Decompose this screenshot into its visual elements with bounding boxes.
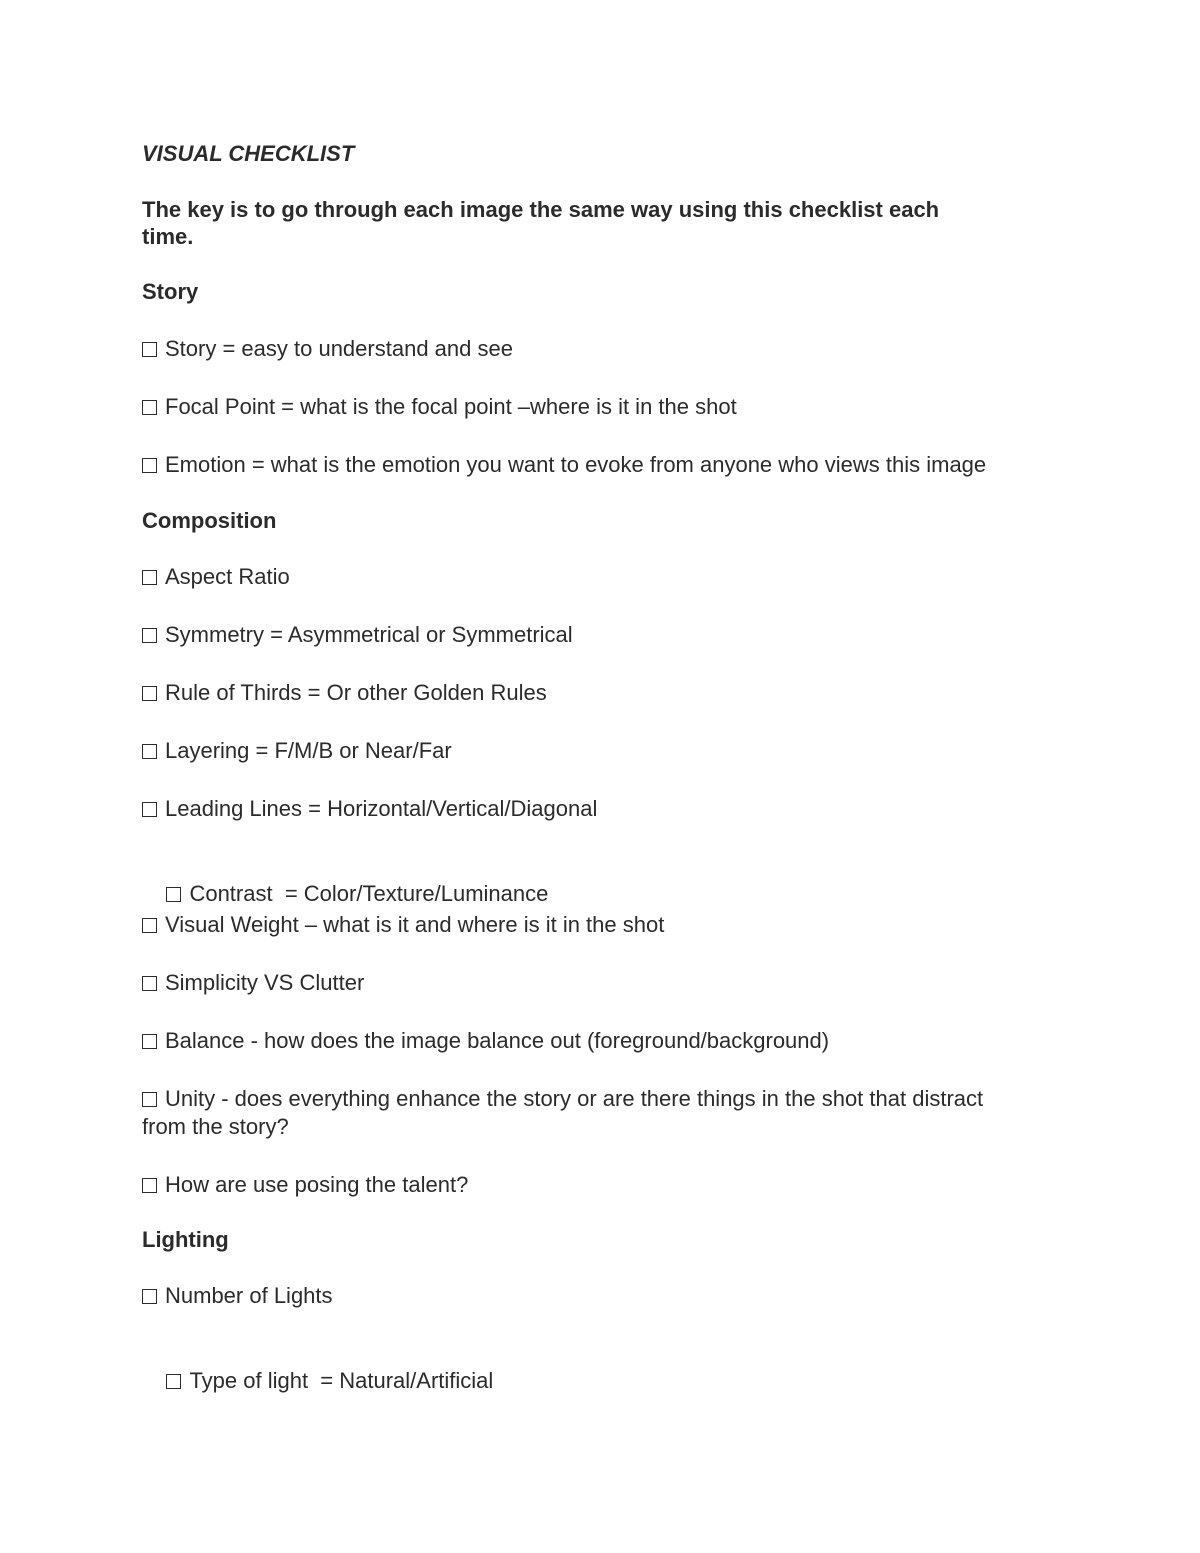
checkbox[interactable] [142,744,157,759]
checklist-item-layering: Layering = F/M/B or Near/Far [142,737,452,764]
checklist-item-symmetry: Symmetry = Asymmetrical or Symmetrical [142,621,573,648]
checklist-item-leading-lines: Leading Lines = Horizontal/Vertical/Diagonal [142,795,597,822]
checklist-item-visual-weight: Visual Weight – what is it and where is it in the shot [142,911,664,938]
intro-text-line-2: time. [142,224,194,249]
checkbox[interactable] [142,1178,157,1193]
checkbox[interactable] [142,918,157,933]
checkbox[interactable] [142,400,157,415]
checklist-item-posing: How are use posing the talent? [142,1171,468,1198]
checklist-item-unity-continued: from the story? [142,1114,289,1139]
checklist-item-focal-point: Focal Point = what is the focal point –where is it in the shot [142,393,737,420]
checklist-item-emotion: Emotion = what is the emotion you want to evoke from anyone who views this image [142,451,986,478]
checkbox[interactable] [166,1374,181,1389]
checkbox[interactable] [142,1289,157,1304]
checklist-item-story: Story = easy to understand and see [142,335,513,362]
checklist-item-number-of-lights: Number of Lights [142,1282,333,1309]
checkbox[interactable] [142,976,157,991]
checklist-item-balance: Balance - how does the image balance out (foreground/background) [142,1027,829,1054]
section-heading-composition: Composition [142,508,277,533]
checklist-item-unity: Unity - does everything enhance the story or are there things in the shot that distract [142,1085,983,1112]
section-heading-story: Story [142,279,199,304]
checkbox[interactable] [142,1034,157,1049]
checklist-item-type-of-light: Type of light = Natural/Artificial [142,1340,493,1421]
checklist-item-contrast: Contrast = Color/Texture/Luminance [142,853,548,934]
checklist-item-simplicity: Simplicity VS Clutter [142,969,364,996]
checkbox[interactable] [142,802,157,817]
checklist-item-aspect-ratio: Aspect Ratio [142,563,290,590]
document-title: VISUAL CHECKLIST [142,141,355,166]
intro-text-line-1: The key is to go through each image the same way using this checklist each [142,197,940,222]
checkbox[interactable] [166,887,181,902]
checkbox[interactable] [142,628,157,643]
checkbox[interactable] [142,342,157,357]
checkbox[interactable] [142,570,157,585]
checkbox[interactable] [142,686,157,701]
checkbox[interactable] [142,458,157,473]
section-heading-lighting: Lighting [142,1227,229,1252]
checkbox[interactable] [142,1092,157,1107]
checklist-item-rule-of-thirds: Rule of Thirds = Or other Golden Rules [142,679,547,706]
